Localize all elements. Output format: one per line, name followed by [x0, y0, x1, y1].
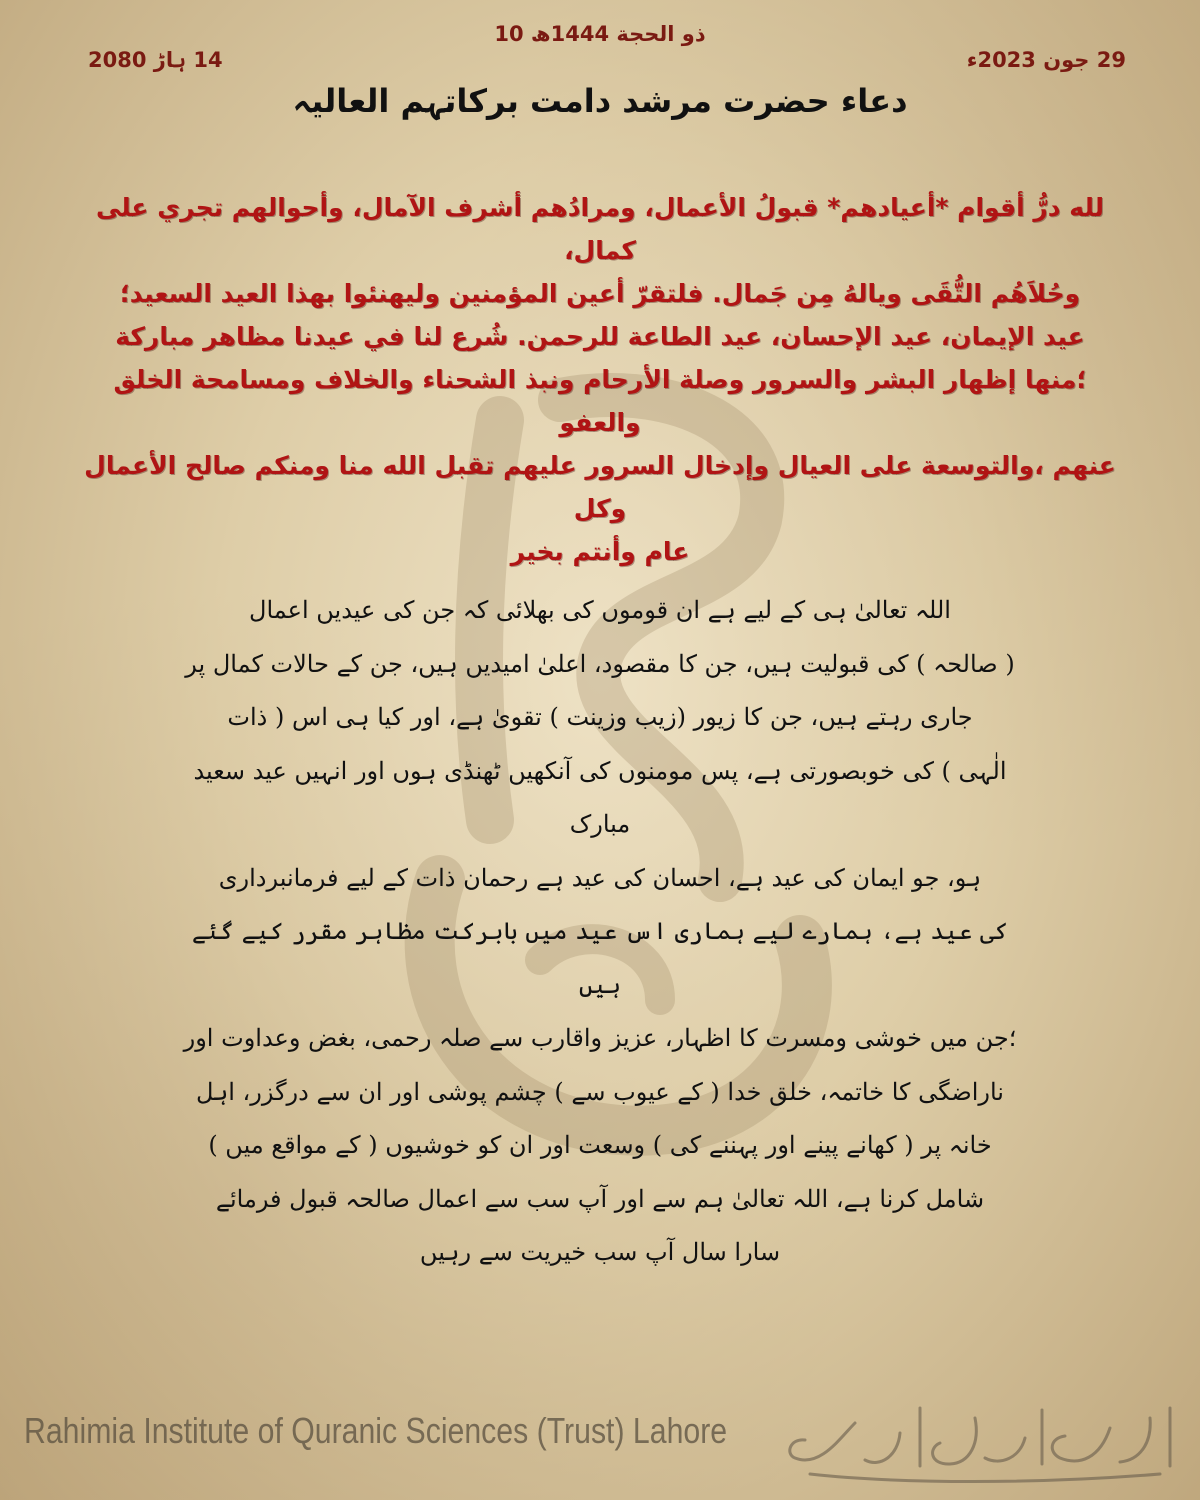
institute-calligraphy-logo: [780, 1388, 1180, 1488]
urdu-line: الٰہی ) کی خوبصورتی ہے، پس مومنوں کی آنکھیں ٹھنڈی ہوں اور انہیں عید سعید مبارک: [193, 756, 1007, 838]
arabic-line: وحُلاَهُم التُّقَى ويالهُ مِن جَمال. فلتقرّ أعين المؤمنين وليهنئوا بهذا العيد السعيد؛: [119, 279, 1081, 308]
urdu-line: سارا سال آپ سب خیریت سے رہیں: [419, 1238, 781, 1266]
arabic-line: عيد الإيمان، عيد الإحسان، عيد الطاعة للرحمن. شُرع لنا في عيدنا مظاهر مباركة: [115, 322, 1085, 351]
urdu-line: جاری رہتے ہیں، جن کا زیور (زیب وزینت ) تقویٰ ہے، اور کیا ہی اس ( ذات: [227, 703, 973, 731]
urdu-line: شامل کرنا ہے، اللہ تعالیٰ ہم سے اور آپ سب سے اعمال صالحہ قبول فرمائے: [215, 1184, 985, 1213]
arabic-line: عام وأنتم بخير: [510, 537, 690, 566]
urdu-line: ؛جن میں خوشی ومسرت کا اظہار، عزیز واقارب سے صلہ رحمی، بغض وعداوت اور: [183, 1024, 1017, 1052]
desi-date: 14 ہاڑ 2080: [88, 48, 223, 72]
urdu-line: ہو، جو ایمان کی عید ہے، احسان کی عید ہے رحمان ذات کے لیے فرمانبرداری: [218, 863, 982, 892]
arabic-line: عنهم ،والتوسعة على العيال وإدخال السرور عليهم تقبل الله منا ومنكم صالح الأعمال وكل: [84, 451, 1116, 523]
hijri-date: 10 ذو الحجة 1444ھ: [494, 22, 706, 46]
arabic-line: لله درُّ أقوام *أعيادهم* قبولُ الأعمال، ومرادُهم أشرف الآمال، وأحوالهم تجري على كمال،: [95, 193, 1105, 265]
urdu-line: خانہ پر ( کھانے پینے اور پہننے کی ) وسعت اور ان کو خوشیوں ( کے مواقع میں ): [208, 1131, 992, 1159]
urdu-line: ناراضگی کا خاتمہ، خلق خدا ( کے عیوب سے ) چشم پوشی اور ان سے درگزر، اہل: [196, 1077, 1004, 1106]
urdu-line: ( صالحہ ) کی قبولیت ہیں، جن کا مقصود، اعلیٰ امیدیں ہیں، جن کے حالات کمال پر: [185, 649, 1015, 678]
urdu-translation: [170, 584, 1030, 1280]
arabic-line: ؛منها إظهار البشر والسرور وصلة الأرحام ونبذ الشحناء والخلاف ومسامحة الخلق والعفو: [113, 365, 1087, 437]
page-title: دعاء حضرت مرشد دامت برکاتہم العالیہ: [292, 82, 908, 120]
urdu-line: اللہ تعالیٰ ہی کے لیے ہے ان قوموں کی بھلائی کہ جن کی عیدیں اعمال: [249, 596, 951, 624]
institute-name: Rahimia Institute of Quranic Sciences (Trust) Lahore: [24, 1410, 728, 1451]
urdu-line: کی عید ہے، ہمارے لیے ہماری اس عید میں بابرکت مظاہر مقرر کیے گئے ہیں: [191, 917, 1009, 999]
gregorian-date: 29 جون 2023ء: [966, 48, 1126, 72]
arabic-prayer: [70, 186, 1130, 573]
